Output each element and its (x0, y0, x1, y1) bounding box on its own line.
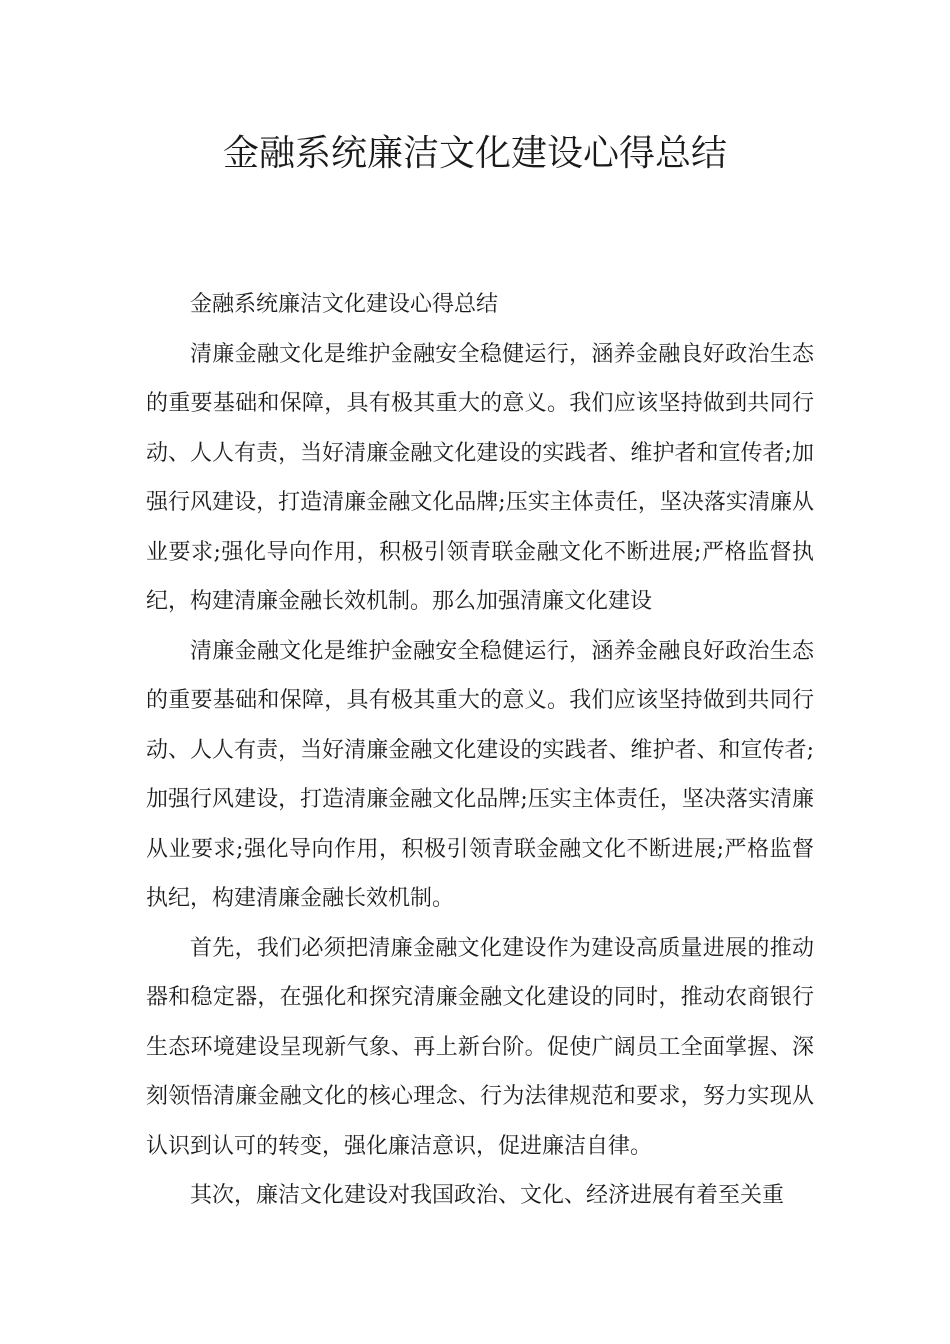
paragraph: 清廉金融文化是维护金融安全稳健运行，涵养金融良好政治生态的重要基础和保障，具有极其重大的意义。我们应该坚持做到共同行动、人人有责，当好清廉金融文化建设的实践者、维护者和宣传者;加强行风建设，打造清廉金融文化品牌;压实主体责任，坚决落实清廉从业要求;强化导向作用，积极引领青联金融文化不断进展;严格监督执纪，构建清廉金融长效机制。那么加强清廉文化建设 (146, 341, 814, 614)
document-title: 金融系统廉洁文化建设心得总结 (222, 133, 727, 174)
paragraph: 其次，廉洁文化建设对我国政治、文化、经济进展有着至关重 (190, 1183, 785, 1208)
document-body (146, 280, 814, 1221)
paragraph: 清廉金融文化是维护金融安全稳健运行，涵养金融良好政治生态的重要基础和保障，具有极其重大的意义。我们应该坚持做到共同行动、人人有责，当好清廉金融文化建设的实践者、维护者、和宣传者;加强行风建设，打造清廉金融文化品牌;压实主体责任，坚决落实清廉从业要求;强化导向作用，积极引领青联金融文化不断进展;严格监督执纪，构建清廉金融长效机制。 (146, 638, 814, 911)
paragraph: 首先，我们必须把清廉金融文化建设作为建设高质量进展的推动器和稳定器，在强化和探究清廉金融文化建设的同时，推动农商银行生态环境建设呈现新气象、再上新台阶。促使广阔员工全面掌握、深刻领悟清廉金融文化的核心理念、行为法律规范和要求，努力实现从认识到认可的转变，强化廉洁意识，促进廉洁自律。 (146, 935, 814, 1159)
paragraph-subtitle: 金融系统廉洁文化建设心得总结 (190, 292, 499, 317)
